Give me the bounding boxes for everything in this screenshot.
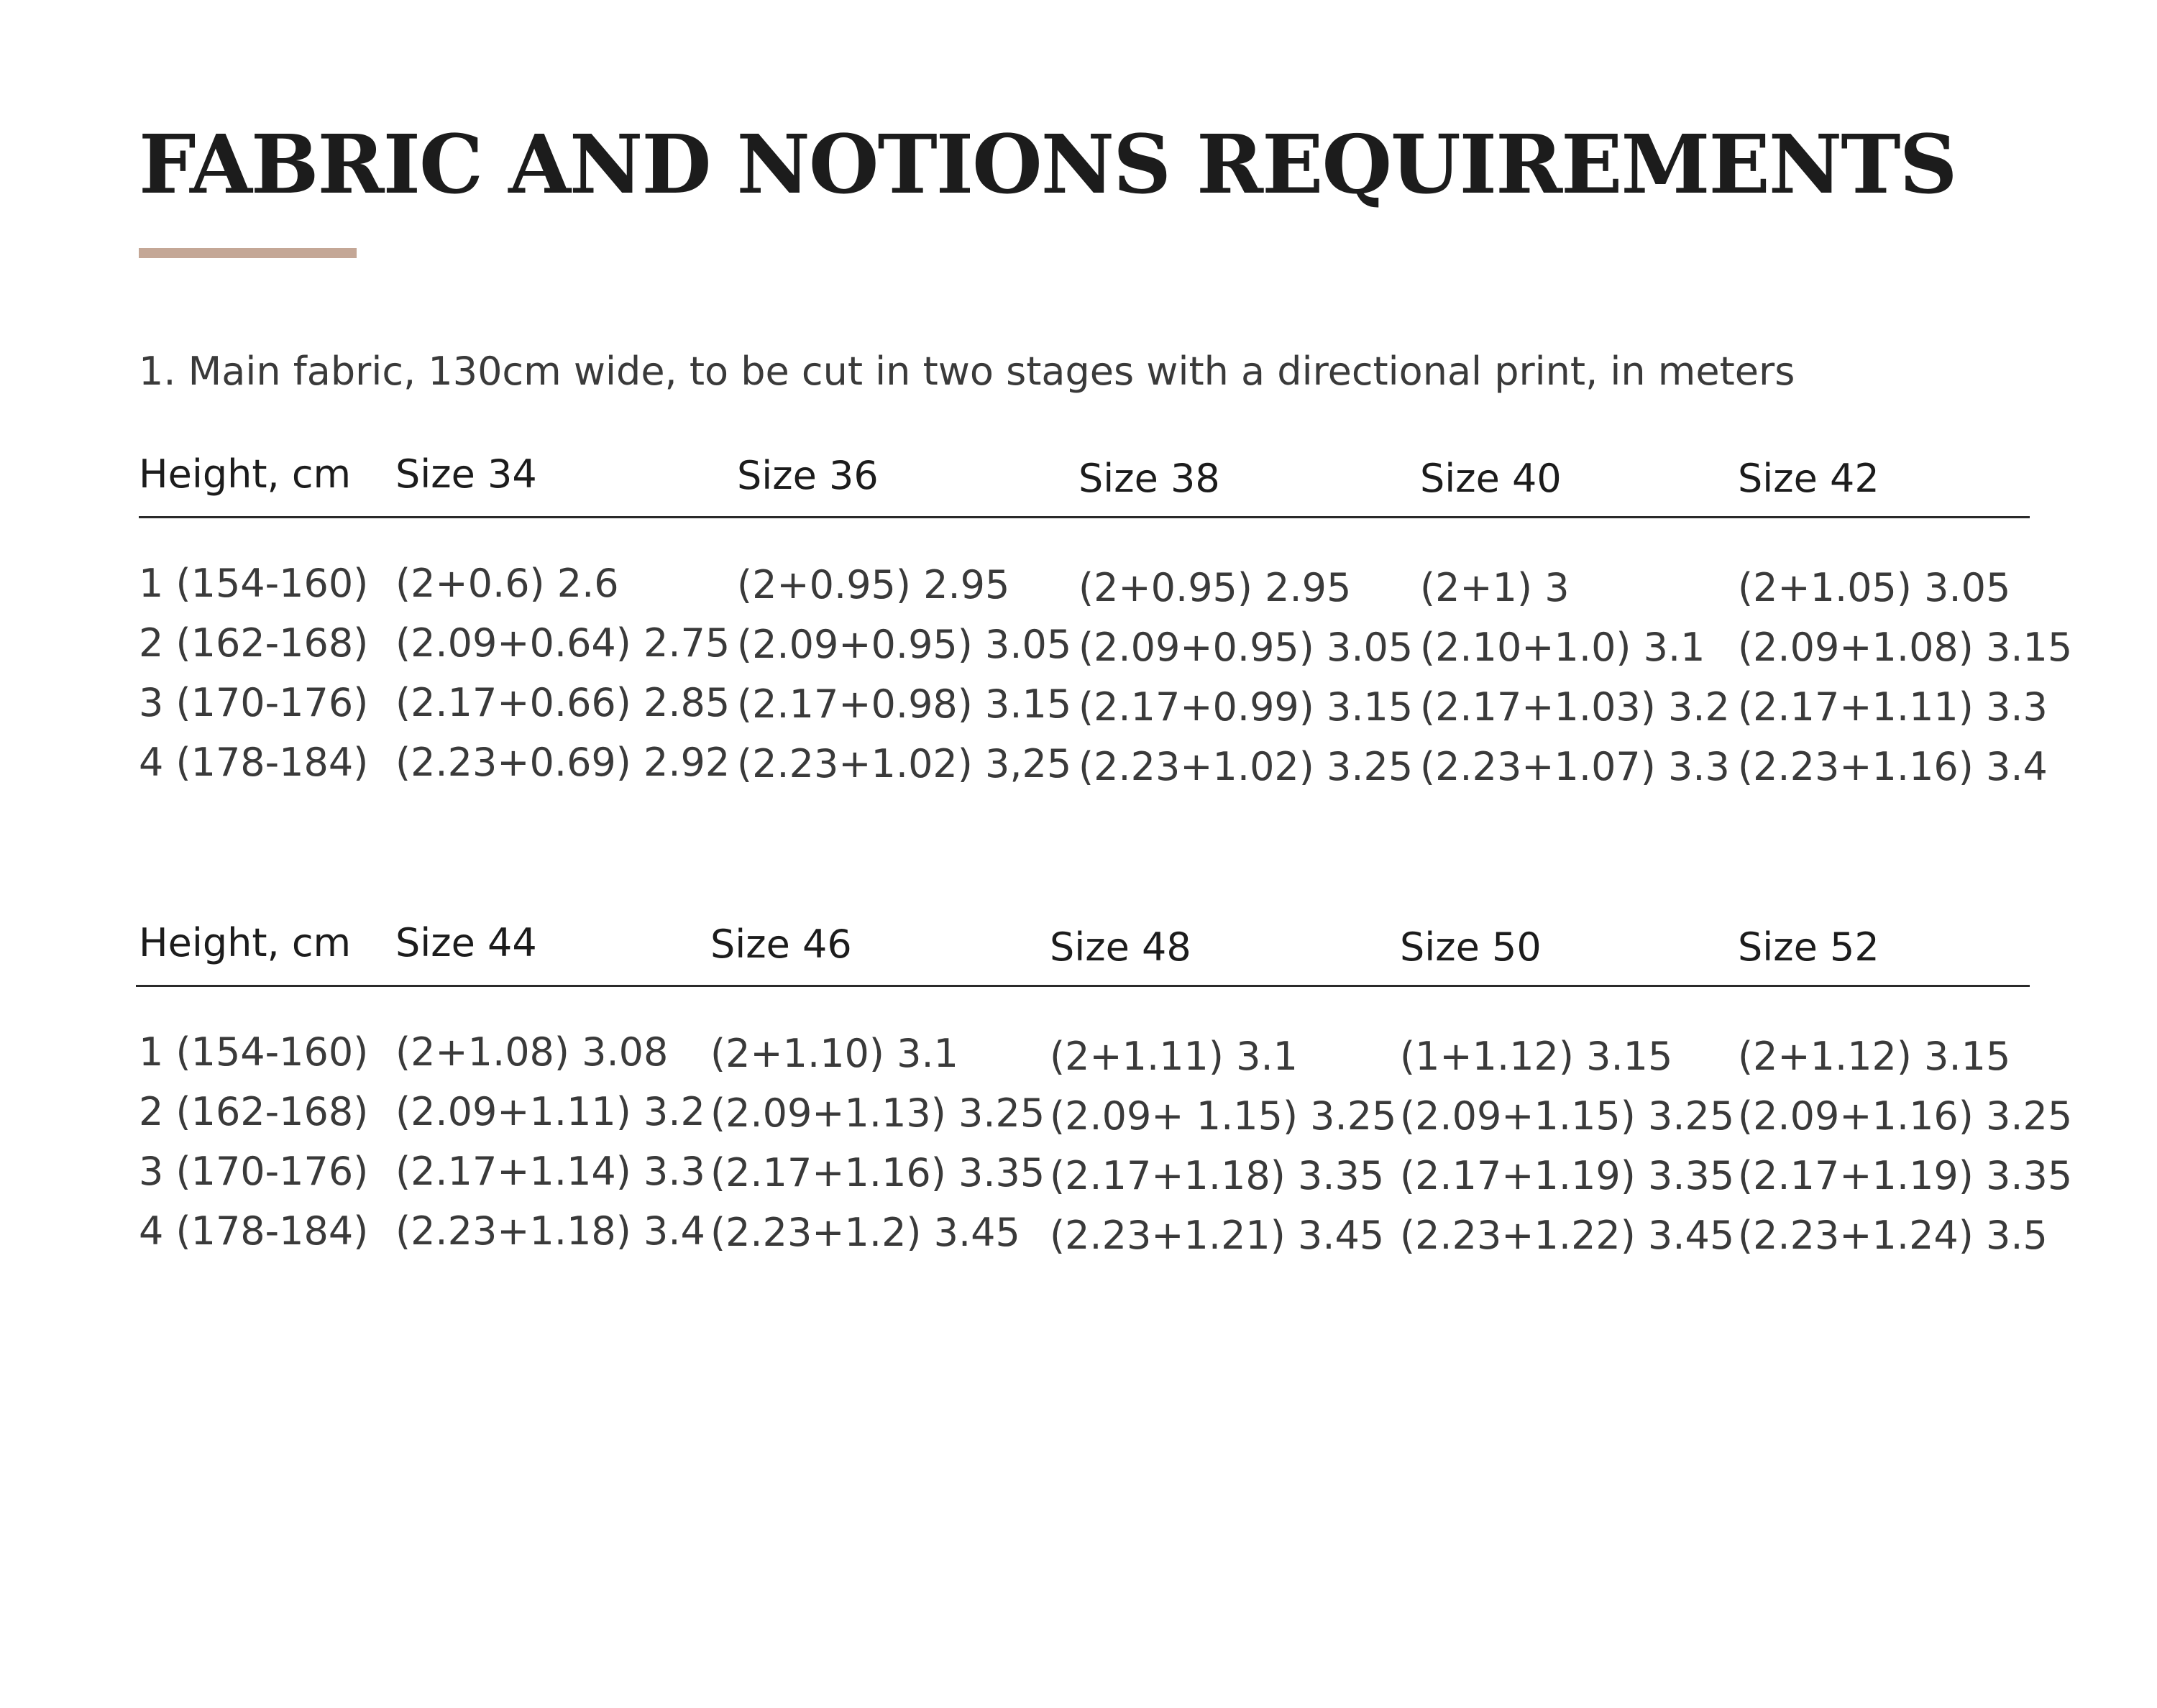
- header-size: Size 38: [1078, 456, 1220, 501]
- table-body: [139, 1024, 2073, 1262]
- value-cell: (2+1.08) 3.08: [395, 1029, 669, 1075]
- table-row: [139, 1143, 2073, 1203]
- table-row: [139, 674, 2048, 734]
- title-accent-divider: [139, 248, 357, 258]
- table-row: [139, 615, 2073, 674]
- value-cell: (2.09+ 1.15) 3.25: [1050, 1093, 1397, 1139]
- value-cell: (2.23+1.07) 3.3: [1420, 744, 1730, 789]
- fabric-description: 1. Main fabric, 130cm wide, to be cut in two stages with a directional print, in meters: [139, 349, 1795, 394]
- value-cell: (2+1.12) 3.15: [1738, 1034, 2011, 1079]
- value-cell: (2+0.95) 2.95: [737, 562, 1010, 607]
- value-cell: (2+0.95) 2.95: [1078, 565, 1352, 610]
- value-cell: (2.09+1.13) 3.25: [710, 1091, 1045, 1136]
- value-cell: (2.17+0.99) 3.15: [1078, 684, 1414, 730]
- value-cell: (2+1.11) 3.1: [1050, 1034, 1299, 1079]
- value-cell: (2.09+0.64) 2.75: [395, 620, 731, 666]
- value-cell: (2.17+1.18) 3.35: [1050, 1153, 1385, 1198]
- value-cell: (2.23+1.22) 3.45: [1400, 1213, 1735, 1258]
- value-cell: (2.17+1.19) 3.35: [1738, 1153, 2073, 1198]
- height-cell: 3 (170-176): [139, 1149, 369, 1194]
- value-cell: (2.17+1.16) 3.35: [710, 1150, 1045, 1195]
- value-cell: (2.10+1.0) 3.1: [1420, 625, 1705, 670]
- height-cell: 4 (178-184): [139, 1208, 369, 1254]
- header-divider: [136, 985, 2030, 987]
- value-cell: (2.17+1.14) 3.3: [395, 1149, 705, 1194]
- value-cell: (2.17+1.03) 3.2: [1420, 684, 1730, 730]
- header-size: Size 40: [1420, 456, 1562, 501]
- height-cell: 3 (170-176): [139, 680, 369, 725]
- header-size: Size 52: [1738, 924, 1879, 970]
- value-cell: (2.23+0.69) 2.92: [395, 740, 731, 785]
- value-cell: (2.09+1.08) 3.15: [1738, 625, 2073, 670]
- value-cell: (2+1.05) 3.05: [1738, 565, 2011, 610]
- header-height: Height, cm: [139, 451, 352, 497]
- value-cell: (2.23+1.24) 3.5: [1738, 1213, 2048, 1258]
- value-cell: (2.23+1.02) 3,25: [737, 741, 1072, 786]
- table-header-row: [139, 914, 2030, 979]
- value-cell: (2.09+1.11) 3.2: [395, 1089, 705, 1134]
- height-cell: 1 (154-160): [139, 561, 369, 606]
- value-cell: (2.17+1.19) 3.35: [1400, 1153, 1735, 1198]
- header-divider: [139, 516, 2030, 518]
- value-cell: (2.23+1.02) 3.25: [1078, 744, 1414, 789]
- value-cell: (2.17+0.66) 2.85: [395, 680, 731, 725]
- table-body: [139, 555, 2073, 794]
- value-cell: (2.09+1.15) 3.25: [1400, 1093, 1735, 1139]
- value-cell: (2.17+1.11) 3.3: [1738, 684, 2048, 730]
- height-cell: 4 (178-184): [139, 740, 369, 785]
- value-cell: (2.23+1.18) 3.4: [395, 1208, 705, 1254]
- header-size: Size 36: [737, 453, 879, 498]
- page-title: FABRIC AND NOTIONS REQUIREMENTS: [139, 118, 1956, 212]
- value-cell: (1+1.12) 3.15: [1400, 1034, 1673, 1079]
- value-cell: (2+1) 3: [1420, 565, 1570, 610]
- header-size: Size 46: [710, 922, 852, 967]
- table-row: [139, 1083, 2073, 1143]
- value-cell: (2.09+0.95) 3.05: [737, 622, 1072, 667]
- value-cell: (2+0.6) 2.6: [395, 561, 619, 606]
- table-row: [139, 555, 2030, 615]
- table-row: [139, 1203, 2048, 1262]
- header-size: Size 42: [1738, 456, 1879, 501]
- size-table-1: [139, 446, 2073, 789]
- value-cell: (2.17+0.98) 3.15: [737, 681, 1072, 727]
- table-row: [139, 734, 2048, 794]
- value-cell: (2.09+0.95) 3.05: [1078, 625, 1414, 670]
- header-height: Height, cm: [139, 920, 352, 965]
- height-cell: 1 (154-160): [139, 1029, 369, 1075]
- value-cell: (2.09+1.16) 3.25: [1738, 1093, 2073, 1139]
- header-size: Size 34: [395, 451, 537, 497]
- height-cell: 2 (162-168): [139, 1089, 369, 1134]
- value-cell: (2.23+1.2) 3.45: [710, 1210, 1020, 1255]
- size-table-2: [139, 914, 2073, 1258]
- header-size: Size 48: [1050, 924, 1191, 970]
- table-header-row: [139, 446, 2030, 510]
- table-row: [139, 1024, 2030, 1083]
- header-size: Size 44: [395, 920, 537, 965]
- value-cell: (2.23+1.16) 3.4: [1738, 744, 2048, 789]
- height-cell: 2 (162-168): [139, 620, 369, 666]
- value-cell: (2+1.10) 3.1: [710, 1031, 959, 1076]
- header-size: Size 50: [1400, 924, 1542, 970]
- value-cell: (2.23+1.21) 3.45: [1050, 1213, 1385, 1258]
